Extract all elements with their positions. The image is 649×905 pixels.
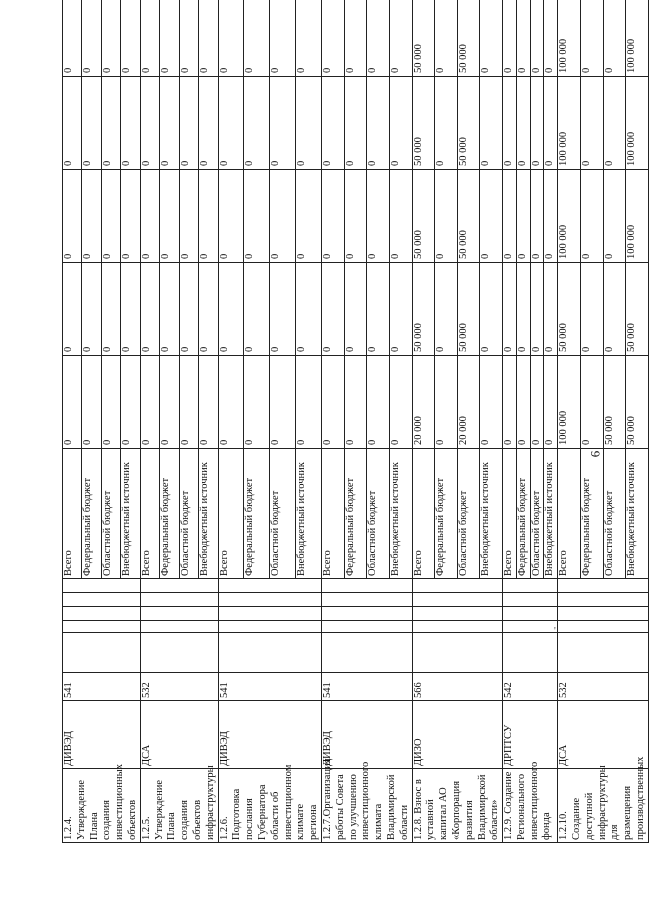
- empty-cell: [218, 621, 321, 633]
- funding-source: Внебюджетный источник: [389, 449, 412, 579]
- year-value: 0: [121, 263, 140, 356]
- table-row: [218, 0, 244, 843]
- year-value: 0: [389, 170, 412, 263]
- year-value: 50 000: [626, 263, 649, 356]
- year-value: 0: [101, 0, 120, 77]
- table-row: [321, 0, 344, 843]
- year-value: 0: [580, 170, 603, 263]
- table-row: [503, 0, 517, 843]
- year-value: 100 000: [626, 170, 649, 263]
- year-value: 0: [516, 77, 530, 170]
- year-value: 0: [321, 77, 344, 170]
- year-value: 0: [270, 170, 296, 263]
- year-value: 0: [244, 170, 270, 263]
- empty-cell: [63, 579, 141, 593]
- year-value: 0: [199, 356, 218, 449]
- funding-source: Внебюджетный источник: [544, 449, 558, 579]
- year-value: 0: [435, 77, 458, 170]
- empty-cell: [412, 593, 503, 607]
- year-value: 0: [199, 77, 218, 170]
- year-value: 0: [218, 170, 244, 263]
- empty-cell: [503, 633, 558, 673]
- year-value: 0: [435, 356, 458, 449]
- funding-source: Федеральный бюджет: [82, 449, 101, 579]
- year-value: 0: [140, 263, 159, 356]
- year-value: 0: [503, 170, 517, 263]
- year-value: 50 000: [457, 263, 480, 356]
- year-value: 50 000: [412, 263, 435, 356]
- year-value: 0: [82, 263, 101, 356]
- year-value: 0: [480, 77, 503, 170]
- year-value: 0: [296, 0, 322, 77]
- page-number: 6: [587, 450, 603, 458]
- empty-cell: [558, 579, 649, 593]
- year-value: 0: [530, 356, 544, 449]
- year-value: 0: [321, 0, 344, 77]
- year-value: 0: [321, 170, 344, 263]
- year-value: 0: [344, 263, 367, 356]
- year-value: 100 000: [558, 356, 581, 449]
- year-value: 0: [101, 356, 120, 449]
- empty-cell: [321, 593, 412, 607]
- year-value: 0: [218, 356, 244, 449]
- year-value: 0: [389, 356, 412, 449]
- year-value: 0: [63, 263, 82, 356]
- budget-code: 532: [558, 673, 649, 701]
- executor: ДИВЭД: [63, 701, 141, 769]
- year-value: 0: [580, 0, 603, 77]
- budget-code: 566: [412, 673, 503, 701]
- year-value: 0: [199, 0, 218, 77]
- executor: ДИЗО: [412, 701, 503, 769]
- activity-name: 1.2.5. Утверждение Плана создания объектов инфраструктуры: [140, 769, 218, 843]
- empty-cell: [558, 593, 649, 607]
- year-value: 0: [63, 356, 82, 449]
- empty-cell: [218, 633, 321, 673]
- year-value: 0: [218, 77, 244, 170]
- year-value: 50 000: [603, 356, 626, 449]
- year-value: 0: [140, 356, 159, 449]
- year-value: 0: [544, 356, 558, 449]
- year-value: 50 000: [558, 263, 581, 356]
- year-value: 0: [603, 263, 626, 356]
- year-value: 0: [82, 356, 101, 449]
- executor: ДИВЭД: [321, 701, 412, 769]
- year-value: 0: [389, 263, 412, 356]
- year-value: 0: [218, 0, 244, 77]
- year-value: 50 000: [412, 0, 435, 77]
- budget-code: 541: [321, 673, 412, 701]
- funding-source: Внебюджетный источник: [480, 449, 503, 579]
- empty-cell: [558, 633, 649, 673]
- year-value: 0: [218, 263, 244, 356]
- funding-source: Федеральный бюджет: [244, 449, 270, 579]
- year-value: 0: [544, 263, 558, 356]
- year-value: 0: [480, 170, 503, 263]
- funding-source: Внебюджетный источник: [199, 449, 218, 579]
- year-value: 100 000: [558, 170, 581, 263]
- year-value: 0: [121, 0, 140, 77]
- year-value: 0: [179, 170, 198, 263]
- budget-code: 532: [140, 673, 218, 701]
- year-value: 100 000: [626, 77, 649, 170]
- year-value: 0: [516, 263, 530, 356]
- year-value: 0: [435, 170, 458, 263]
- funding-source: Федеральный бюджет: [160, 449, 179, 579]
- year-value: 0: [270, 263, 296, 356]
- year-value: 0: [480, 0, 503, 77]
- funding-table: [62, 0, 649, 843]
- year-value: 0: [435, 0, 458, 77]
- funding-table-sheet: [62, 28, 647, 843]
- year-value: 0: [101, 263, 120, 356]
- empty-cell: [412, 633, 503, 673]
- year-value: 0: [344, 0, 367, 77]
- activity-name: 1.2.7.Организация работы Совета по улучшению инвестиционного климата Владимирской области: [321, 769, 412, 843]
- year-value: 0: [140, 77, 159, 170]
- funding-source: Всего: [218, 449, 244, 579]
- year-value: 100 000: [558, 0, 581, 77]
- table-row: [558, 0, 581, 843]
- year-value: 0: [160, 0, 179, 77]
- year-value: 0: [160, 170, 179, 263]
- year-value: 0: [270, 356, 296, 449]
- year-value: 0: [63, 170, 82, 263]
- year-value: 0: [344, 356, 367, 449]
- year-value: 0: [367, 263, 390, 356]
- year-value: 0: [344, 77, 367, 170]
- activity-name: 1.2.4. Утверждение Плана создания инвестиционных объектов: [63, 769, 141, 843]
- empty-cell: [412, 607, 503, 621]
- year-value: 0: [503, 263, 517, 356]
- empty-cell: [321, 621, 412, 633]
- funding-source: Всего: [503, 449, 517, 579]
- empty-cell: [503, 593, 558, 607]
- year-value: 0: [296, 170, 322, 263]
- year-value: 0: [160, 77, 179, 170]
- empty-cell: [321, 607, 412, 621]
- funding-source: Всего: [140, 449, 159, 579]
- activity-name: 1.2.8. Взнос в уставной капитал АО «Корпорация развития Владимирской области»: [412, 769, 503, 843]
- year-value: 0: [530, 170, 544, 263]
- funding-source: Внебюджетный источник: [121, 449, 140, 579]
- year-value: 0: [140, 0, 159, 77]
- funding-source: Всего: [321, 449, 344, 579]
- empty-cell: [503, 621, 558, 633]
- funding-source: Федеральный бюджет: [516, 449, 530, 579]
- year-value: 0: [244, 356, 270, 449]
- funding-source: Федеральный бюджет: [344, 449, 367, 579]
- year-value: 0: [160, 356, 179, 449]
- year-value: 0: [603, 170, 626, 263]
- year-value: 0: [296, 77, 322, 170]
- year-value: 0: [296, 356, 322, 449]
- year-value: 0: [367, 77, 390, 170]
- year-value: 0: [544, 77, 558, 170]
- year-value: 0: [244, 0, 270, 77]
- year-value: 0: [321, 263, 344, 356]
- executor: ДИВЭД: [218, 701, 321, 769]
- empty-cell: [140, 633, 218, 673]
- year-value: 0: [580, 77, 603, 170]
- funding-source: Федеральный бюджет: [435, 449, 458, 579]
- year-value: 0: [580, 356, 603, 449]
- table-row: [140, 0, 159, 843]
- year-value: 0: [435, 263, 458, 356]
- year-value: 0: [516, 0, 530, 77]
- year-value: 0: [199, 170, 218, 263]
- year-value: 50 000: [457, 0, 480, 77]
- year-value: 0: [367, 0, 390, 77]
- empty-cell: [140, 579, 218, 593]
- funding-source: Областной бюджет: [270, 449, 296, 579]
- funding-source: Областной бюджет: [367, 449, 390, 579]
- year-value: 0: [389, 0, 412, 77]
- year-value: 0: [121, 356, 140, 449]
- year-value: 0: [530, 0, 544, 77]
- budget-code: 542: [503, 673, 558, 701]
- funding-source: Внебюджетный источник: [296, 449, 322, 579]
- year-value: 0: [296, 263, 322, 356]
- budget-code: 541: [63, 673, 141, 701]
- empty-cell: [63, 621, 141, 633]
- year-value: 0: [544, 0, 558, 77]
- year-value: 0: [101, 77, 120, 170]
- year-value: 0: [179, 77, 198, 170]
- year-value: 0: [480, 356, 503, 449]
- year-value: 0: [530, 263, 544, 356]
- year-value: 0: [140, 170, 159, 263]
- year-value: 0: [544, 170, 558, 263]
- year-value: 0: [503, 356, 517, 449]
- year-value: 0: [179, 0, 198, 77]
- year-value: 0: [367, 170, 390, 263]
- stray-mark: ': [554, 626, 556, 637]
- funding-source: Всего: [558, 449, 581, 579]
- year-value: 0: [121, 77, 140, 170]
- budget-code: 541: [218, 673, 321, 701]
- funding-source: Областной бюджет: [179, 449, 198, 579]
- year-value: 50 000: [412, 170, 435, 263]
- empty-cell: [558, 607, 649, 621]
- funding-source: Областной бюджет: [603, 449, 626, 579]
- year-value: 0: [503, 77, 517, 170]
- funding-source: Федеральный бюджет: [580, 449, 603, 579]
- year-value: 50 000: [626, 356, 649, 449]
- year-value: 0: [244, 77, 270, 170]
- year-value: 0: [121, 170, 140, 263]
- year-value: 0: [530, 77, 544, 170]
- year-value: 0: [580, 263, 603, 356]
- year-value: 0: [63, 0, 82, 77]
- executor: ДСА: [140, 701, 218, 769]
- activity-name: 1.2.6. Подготовка послания Губернатора области об инвестиционном климате региона: [218, 769, 321, 843]
- empty-cell: [503, 579, 558, 593]
- year-value: 0: [516, 170, 530, 263]
- empty-cell: [412, 579, 503, 593]
- year-value: 0: [179, 263, 198, 356]
- year-value: 0: [270, 0, 296, 77]
- year-value: 20 000: [457, 356, 480, 449]
- year-value: 20 000: [412, 356, 435, 449]
- empty-cell: [63, 633, 141, 673]
- year-value: 0: [244, 263, 270, 356]
- executor: ДСА: [558, 701, 649, 769]
- year-value: 0: [603, 77, 626, 170]
- table-row: [63, 0, 82, 843]
- empty-cell: [218, 593, 321, 607]
- executor: ДРПТСУ: [503, 701, 558, 769]
- empty-cell: [140, 607, 218, 621]
- year-value: 0: [503, 0, 517, 77]
- year-value: 0: [82, 0, 101, 77]
- funding-source: Областной бюджет: [101, 449, 120, 579]
- empty-cell: [558, 621, 649, 633]
- year-value: 0: [389, 77, 412, 170]
- funding-source: Областной бюджет: [457, 449, 480, 579]
- empty-cell: [218, 579, 321, 593]
- year-value: 0: [101, 170, 120, 263]
- funding-source: Всего: [412, 449, 435, 579]
- year-value: 0: [160, 263, 179, 356]
- year-value: 0: [63, 77, 82, 170]
- empty-cell: [63, 593, 141, 607]
- year-value: 0: [82, 170, 101, 263]
- empty-cell: [503, 607, 558, 621]
- empty-cell: [140, 621, 218, 633]
- year-value: 0: [603, 0, 626, 77]
- year-value: 0: [367, 356, 390, 449]
- year-value: 0: [321, 356, 344, 449]
- year-value: 50 000: [412, 77, 435, 170]
- empty-cell: [218, 607, 321, 621]
- year-value: 0: [344, 170, 367, 263]
- funding-source: Внебюджетный источник: [626, 449, 649, 579]
- funding-source: Всего: [63, 449, 82, 579]
- funding-source: Областной бюджет: [530, 449, 544, 579]
- activity-name: 1.2.9. Создание Регионального инвестиционного фонда: [503, 769, 558, 843]
- empty-cell: [63, 607, 141, 621]
- empty-cell: [321, 633, 412, 673]
- year-value: 0: [516, 356, 530, 449]
- year-value: 50 000: [457, 77, 480, 170]
- year-value: 50 000: [457, 170, 480, 263]
- year-value: 0: [480, 263, 503, 356]
- year-value: 0: [179, 356, 198, 449]
- table-row: [412, 0, 435, 843]
- year-value: 100 000: [558, 77, 581, 170]
- empty-cell: [412, 621, 503, 633]
- activity-name: 1.2.10. Создание доступной инфраструктуры для размещения производственных: [558, 769, 649, 843]
- year-value: 0: [199, 263, 218, 356]
- year-value: 100 000: [626, 0, 649, 77]
- year-value: 0: [82, 77, 101, 170]
- empty-cell: [321, 579, 412, 593]
- empty-cell: [140, 593, 218, 607]
- year-value: 0: [270, 77, 296, 170]
